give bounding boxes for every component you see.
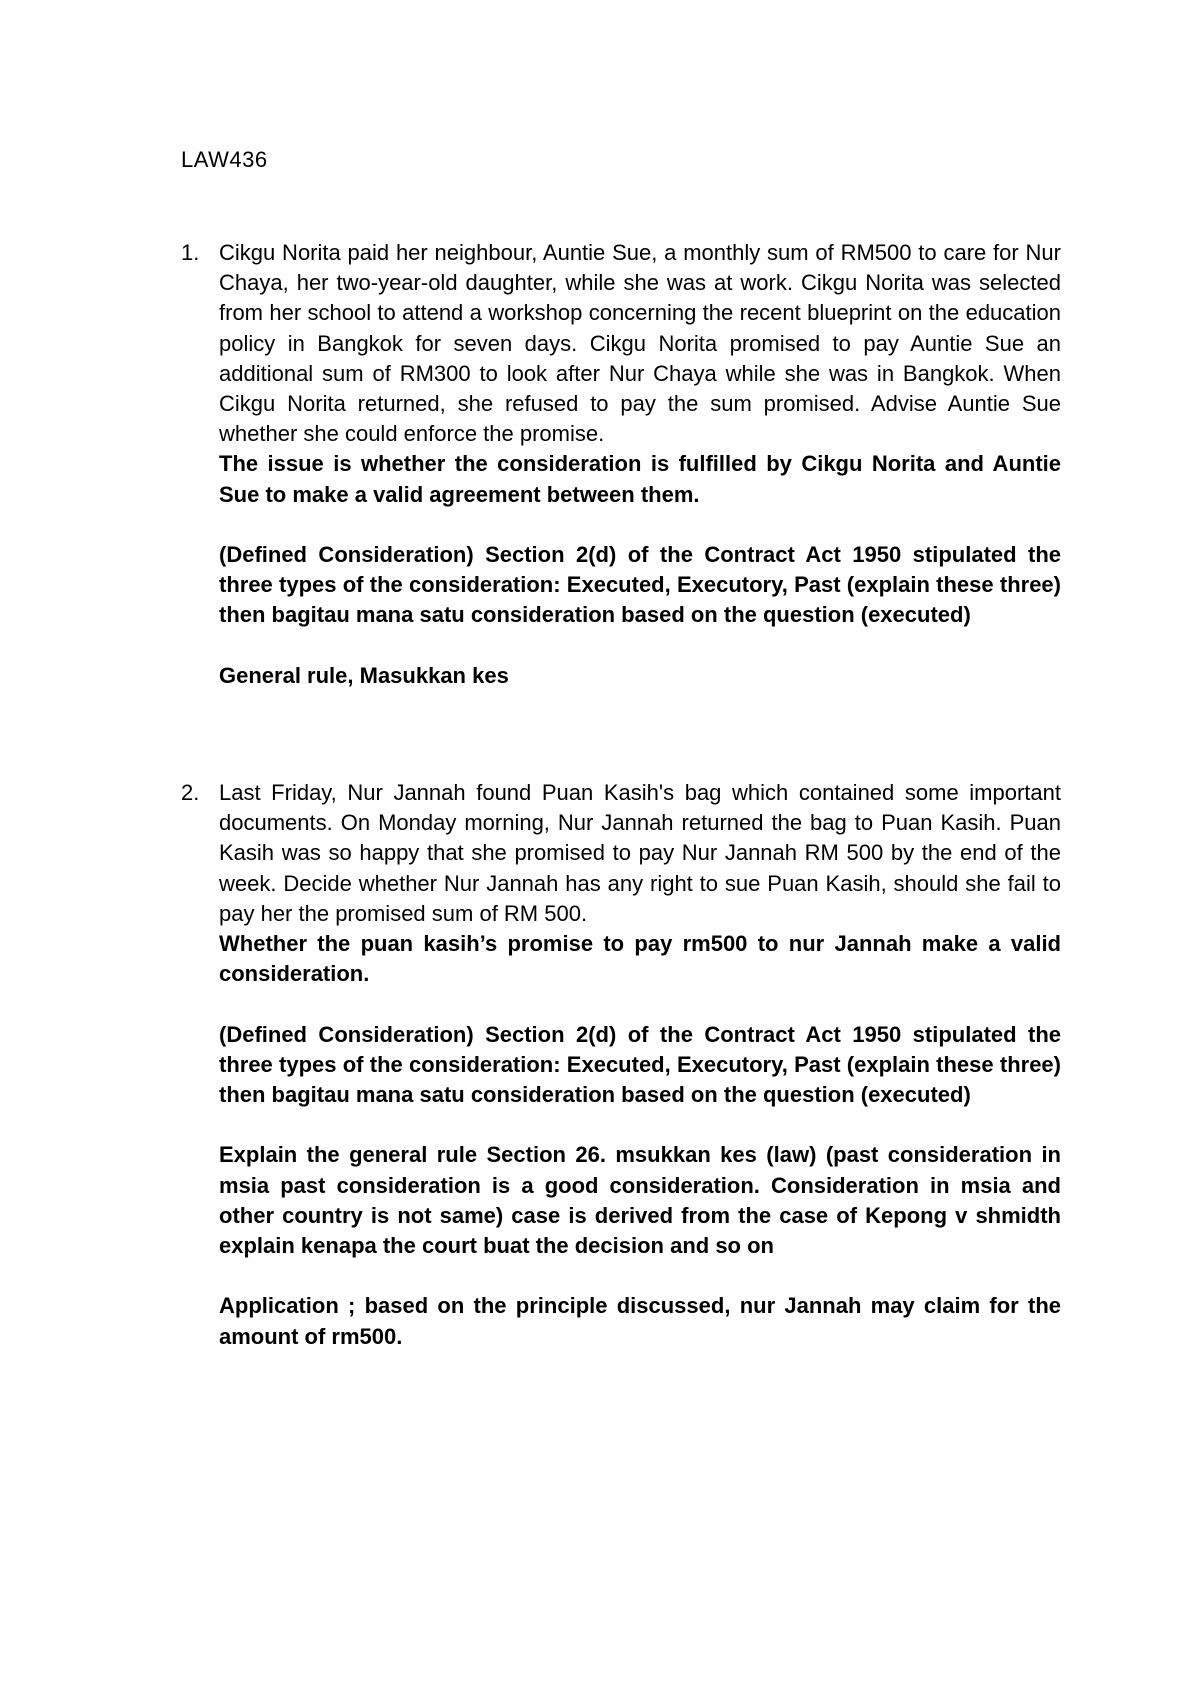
question-body (219, 778, 1061, 1352)
question-2 (181, 778, 1061, 1352)
rule-note: General rule, Masukkan kes (219, 662, 509, 688)
question-text: Last Friday, Nur Jannah found Puan Kasih's bag which contained some important documents. On Monday morning, Nur Jannah returned the bag to Puan Kasih. Puan Kasih was so happy that she promised to pay Nur Jannah RM 500 by the end of the week. Decide whether Nur Jannah has any right to sue Puan Kasih, should she fail to pay her the promised sum of RM 500. (219, 780, 1061, 926)
question-body (219, 238, 1061, 691)
question-text: Cikgu Norita paid her neighbour, Auntie Sue, a monthly sum of RM500 to care for Nur Chaya, her two-year-old daughter, while she was at work. Cikgu Norita was selected from her school to attend a workshop concerning the recent blueprint on the education policy in Bangkok for seven days. Cikgu Norita promised to pay Auntie Sue an additional sum of RM300 to look after Nur Chaya while she was in Bangkok. When Cikgu Norita returned, she refused to pay the sum promised. Advise Auntie Sue whether she could enforce the promise. (219, 240, 1061, 447)
course-code: LAW436 (181, 147, 268, 172)
question-1 (181, 238, 1061, 691)
issue-statement: The issue is whether the consideration is fulfilled by Cikgu Norita and Auntie Sue to make a valid agreement between them. (219, 451, 1061, 507)
definition-note: (Defined Consideration) Section 2(d) of the Contract Act 1950 stipulated the three types of the consideration: Executed, Executory, Past (explain these three) then bagitau mana satu consideration based on the question (executed) (219, 542, 1061, 628)
rule-note: Explain the general rule Section 26. msukkan kes (law) (past consideration in msia past consideration is a good consideration. Consideration in msia and other country is not same) case is derived from the case of Kepong v shmidth explain kenapa the court buat the decision and so on (219, 1142, 1061, 1259)
question-number: 1. (181, 240, 200, 265)
issue-statement: Whether the puan kasih’s promise to pay rm500 to nur Jannah make a valid consideration. (219, 931, 1061, 987)
question-number: 2. (181, 780, 200, 805)
application-note: Application ; based on the principle discussed, nur Jannah may claim for the amount of rm500. (219, 1293, 1061, 1349)
definition-note: (Defined Consideration) Section 2(d) of the Contract Act 1950 stipulated the three types of the consideration: Executed, Executory, Past (explain these three) then bagitau mana satu consideration based on the question (executed) (219, 1021, 1061, 1108)
